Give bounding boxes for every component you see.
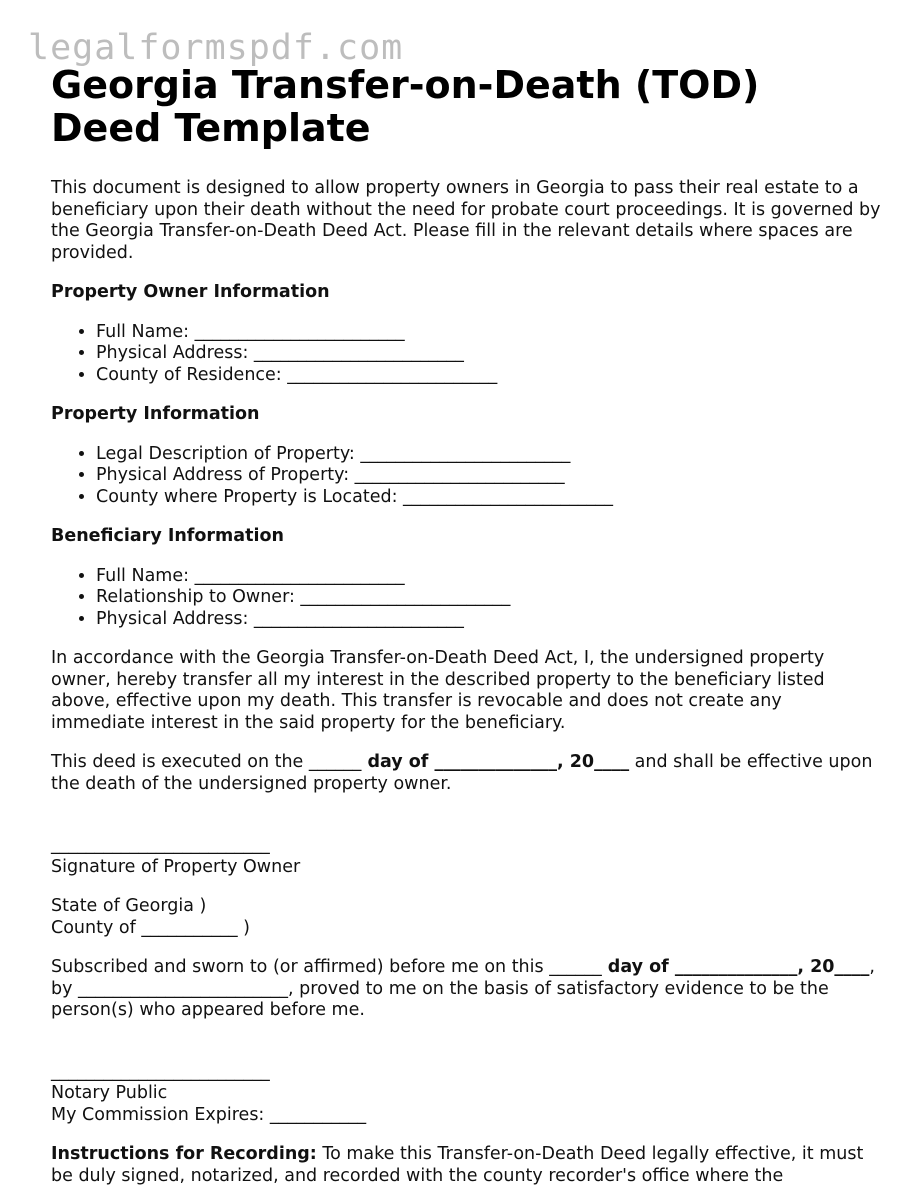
execution-date-blanks: day of ______________, 20____ (361, 752, 630, 772)
beneficiary-address-field: • Physical Address: ________________________ (96, 609, 881, 631)
notary-signature-block (51, 1062, 881, 1127)
beneficiary-section-heading: Beneficiary Information (51, 526, 284, 546)
property-address-field: • Physical Address of Property: ________________________ (96, 465, 881, 487)
notary-commission: My Commission Expires: ___________ (51, 1104, 367, 1125)
execution-suffix: and shall be effective upon the death of the undersigned property owner. (51, 752, 873, 794)
venue-county: County of ___________ ) (51, 917, 250, 938)
beneficiary-full-name-field: • Full Name: ________________________ (96, 566, 881, 588)
owner-county-field: • County of Residence: ________________________ (96, 365, 881, 387)
intro-paragraph: This document is designed to allow property owners in Georgia to pass their real estate to a beneficiary upon their death without the need for probate court proceedings. It is governed by the Georgia Transfer-on-Death Deed Act. Please fill in the relevant details where spaces are provided. (51, 178, 881, 263)
page-title: Georgia Transfer-on-Death (TOD) Deed Template (51, 63, 760, 150)
owner-signature-line: _________________________ (51, 835, 270, 855)
transfer-paragraph: In accordance with the Georgia Transfer-on-Death Deed Act, I, the undersigned property owner, hereby transfer all my interest in the described property to the beneficiary listed above, effective upon my death. This transfer is revocable and does not create any immediate interest in the said property for the beneficiary. (51, 648, 825, 733)
notary-statement (51, 957, 881, 1022)
property-county-field: • County where Property is Located: ________________________ (96, 487, 881, 509)
venue-state: State of Georgia ) (51, 896, 207, 916)
notary-label: Notary Public (51, 1083, 168, 1103)
owner-signature-block (51, 835, 881, 878)
owner-section-heading: Property Owner Information (51, 282, 330, 302)
owner-field-list (51, 322, 881, 387)
property-legal-description-field: • Legal Description of Property: ________________________ (96, 444, 881, 466)
property-section-heading: Property Information (51, 404, 260, 424)
notary-statement-prefix: Subscribed and sworn to (or affirmed) before me on this ______ (51, 957, 602, 977)
execution-prefix: This deed is executed on the ______ (51, 752, 362, 772)
recording-instructions (51, 1144, 881, 1187)
owner-full-name-field: • Full Name: ________________________ (96, 322, 881, 344)
owner-address-field: • Physical Address: ________________________ (96, 343, 881, 365)
recording-text: To make this Transfer-on-Death Deed legally effective, it must be duly signed, notarized, and recorded with the county recorder's office where the (51, 1144, 864, 1186)
recording-heading: Instructions for Recording: (51, 1144, 317, 1164)
watermark: legalformspdf.com (28, 28, 404, 68)
document-page (51, 64, 881, 1187)
beneficiary-relationship-field: • Relationship to Owner: ________________________ (96, 587, 881, 609)
owner-signature-label: Signature of Property Owner (51, 856, 301, 877)
property-field-list (51, 444, 881, 509)
execution-paragraph (51, 752, 881, 795)
notary-statement-rest: , by ________________________, proved to me on the basis of satisfactory evidence to be the person(s) who appeared before me. (51, 957, 875, 1020)
venue-block (51, 896, 881, 939)
notary-date-blanks: day of ______________, 20____ (601, 957, 870, 977)
beneficiary-field-list (51, 566, 881, 631)
notary-signature-line: _________________________ (51, 1061, 270, 1082)
